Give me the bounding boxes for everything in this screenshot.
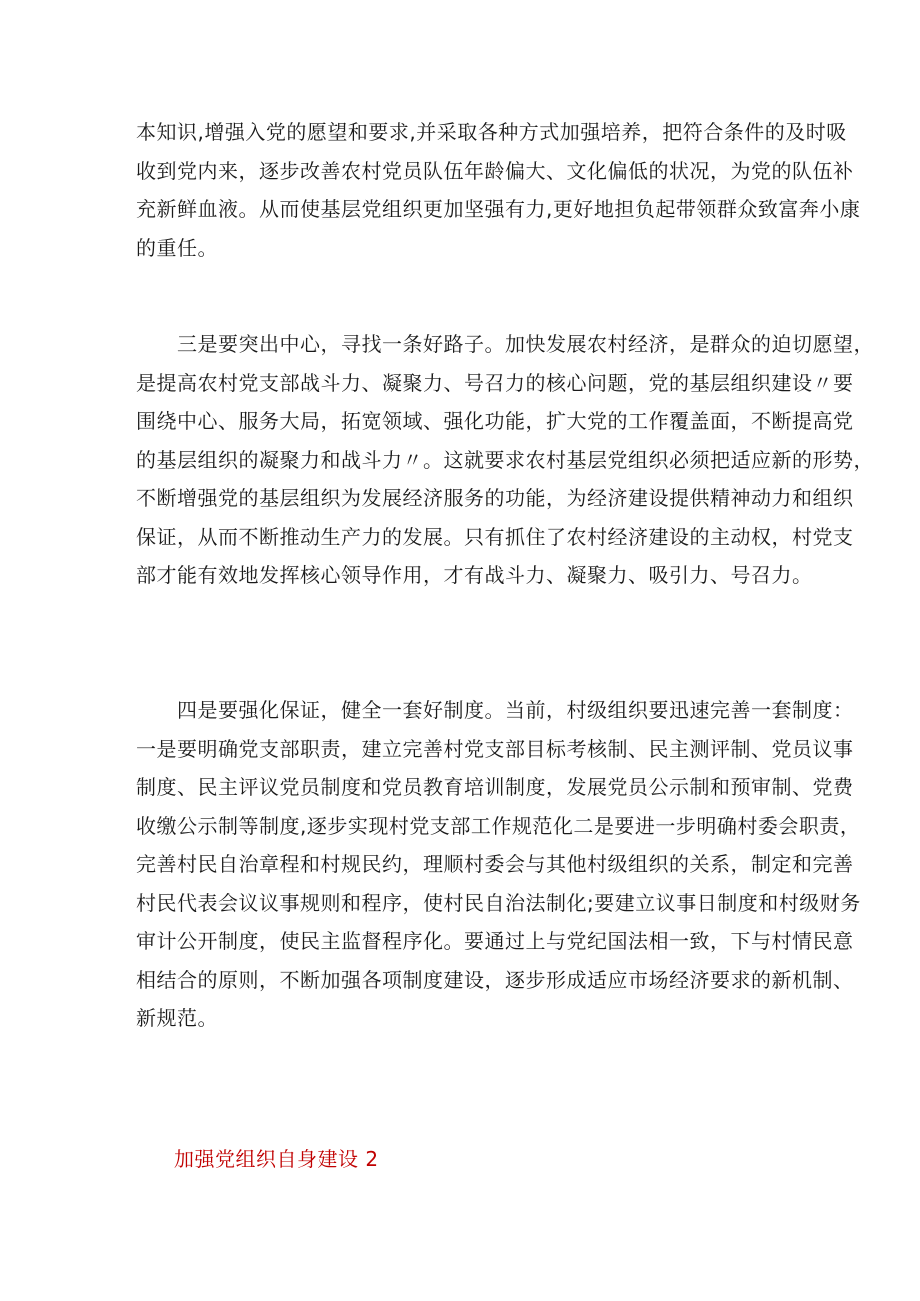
paragraph-line: 充新鲜血液。从而使基层党组织更加坚强有力,更好地担负起带领群众致富奔小康 [136, 197, 861, 221]
paragraph-line: 部才能有效地发挥核心领导作用，才有战斗力、凝聚力、吸引力、号召力。 [136, 563, 813, 587]
paragraph-2 [136, 325, 874, 595]
paragraph-1 [136, 113, 861, 267]
paragraph-line: 制度、民主评议党员制度和党员教育培训制度，发展党员公示制和预审制、党费 [136, 775, 854, 799]
paragraph-line: 本知识,增强入党的愿望和要求,并采取各种方式加强培养，把符合条件的及时吸 [136, 120, 847, 144]
paragraph-line: 不断增强党的基层组织为发展经济服务的功能，为经济建设提供精神动力和组织 [136, 486, 854, 510]
paragraph-line: 完善村民自治章程和村规民约，理顺村委会与其他村级组织的关系，制定和完善 [136, 852, 854, 876]
paragraph-line: 的基层组织的凝聚力和战斗力〃。这就要求农村基层党组织必须把适应新的形势， [136, 447, 874, 472]
paragraph-3 [136, 691, 861, 1038]
paragraph-line: 的重任。 [136, 235, 218, 260]
paragraph-line: 新规范。 [136, 1006, 218, 1030]
paragraph-line: 相结合的原则，不断加强各项制度建设，逐步形成适应市场经济要求的新机制、 [136, 967, 854, 992]
paragraph-line: 三是要突出中心，寻找一条好路子。加快发展农村经济，是群众的迫切愿望， [136, 332, 874, 356]
paragraph-line: 审计公开制度，使民主监督程序化。要通过上与党纪国法相一致，下与村情民意 [136, 929, 854, 953]
section-heading: 加强党组织自身建设 2 [174, 1147, 379, 1171]
paragraph-line: 收到党内来，逐步改善农村党员队伍年龄偏大、文化偏低的状况，为党的队伍补 [136, 158, 854, 183]
paragraph-line: 围绕中心、服务大局，拓宽领域、强化功能，扩大党的工作覆盖面，不断提高党 [136, 409, 854, 433]
paragraph-line: 一是要明确党支部职责，建立完善村党支部目标考核制、民主测评制、党员议事 [136, 736, 854, 761]
paragraph-line: 收缴公示制等制度,逐步实现村党支部工作规范化二是要进一步明确村委会职责， [136, 813, 861, 838]
paragraph-line: 四是要强化保证，健全一套好制度。当前，村级组织要迅速完善一套制度： [136, 698, 854, 722]
paragraph-line: 是提高农村党支部战斗力、凝聚力、号召力的核心问题，党的基层组织建设〃要 [136, 370, 854, 395]
paragraph-line: 保证，从而不断推动生产力的发展。只有抓住了农村经济建设的主动权，村党支 [136, 524, 854, 549]
paragraph-line: 村民代表会议议事规则和程序，使村民自治法制化;要建立议事日制度和村级财务 [136, 890, 861, 915]
